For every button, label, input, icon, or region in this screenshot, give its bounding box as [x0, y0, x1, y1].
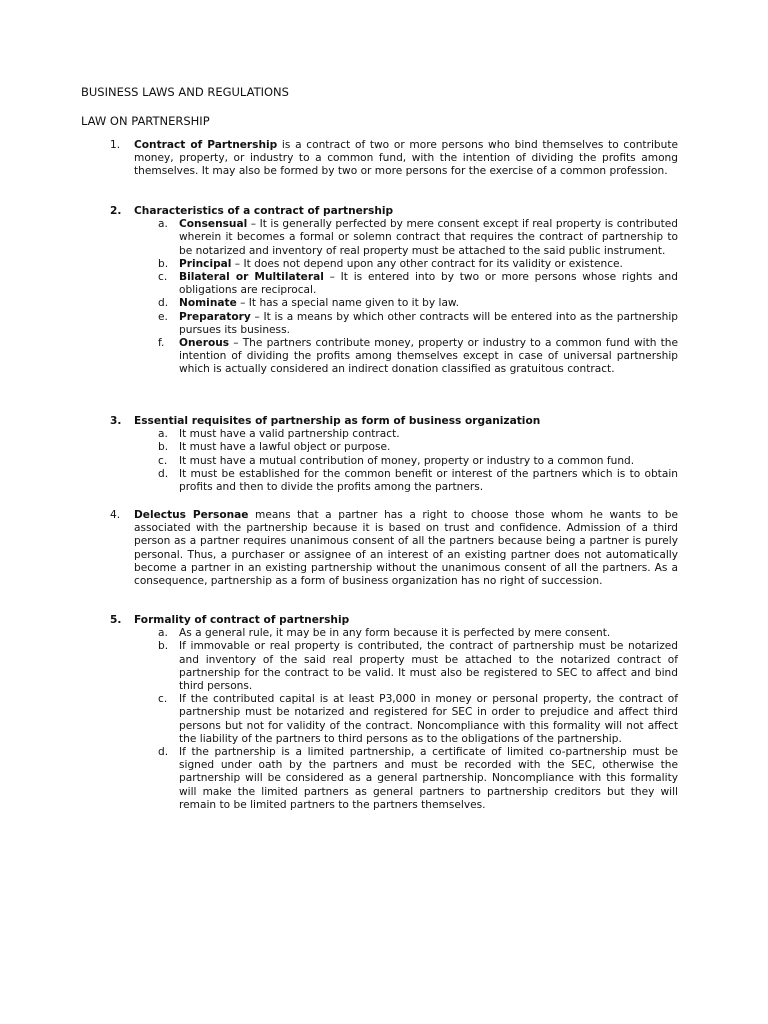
section-formality [110, 614, 678, 812]
list-item-text: It must have a mutual contribution of money, property or industry to a common fund. [179, 454, 635, 467]
list-item [134, 311, 678, 337]
section-number: 1. [110, 139, 121, 151]
item-term: Consensual [179, 218, 248, 231]
list-item [134, 218, 678, 258]
list-letter: c. [158, 271, 168, 284]
section-number: 3. [110, 415, 122, 427]
list-letter: f. [158, 337, 165, 350]
section-heading: Characteristics of a contract of partnership [134, 205, 394, 217]
item-description: – The partners contribute money, property or industry to a common fund with the intention of dividing the profits among themselves except in case of universal partnership which is actually considered an indirect donation classified as gratuitous contract. [179, 337, 678, 376]
item-term: Nominate [179, 297, 237, 310]
section-number: 5. [110, 614, 122, 626]
list-letter: c. [158, 693, 168, 706]
definition-text: means that a partner has a right to choose those whom he wants to be associated with the partnership because it is based on trust and confidence. Admission of a third person as a partner requires unanimous consent of all the partners because being a partner is purely personal. Thus, a purchaser or assignee of an interest of an existing partner does not automatically become a partner in an existing partnership without the unanimous consent of all the partners. As a consequence, partnership as a form of business organization has no right of succession. [134, 509, 678, 588]
list-letter: e. [158, 310, 168, 323]
list-item-text: As a general rule, it may be in any form because it is perfected by mere consent. [179, 627, 611, 640]
item-term: Bilateral or Multilateral [179, 271, 324, 284]
list-item [134, 640, 678, 693]
section-characteristics [110, 205, 678, 377]
list-item-text [179, 297, 678, 310]
section-number: 2. [110, 205, 122, 217]
list-item-text: If the partnership is a limited partnership, a certificate of limited co-partnership must be signed under oath by the partners and must be recorded with the SEC, otherwise the partnership will be considered as a general partnership. Noncompliance with this formality will make the limited partners as general partners to partnership creditors but they will remain to be limited partners to the partners themselves. [179, 746, 678, 811]
list-item-text [179, 271, 678, 297]
list-letter: c. [158, 454, 168, 467]
list-item [134, 468, 678, 494]
item-description: – It has a special name given to it by law. [236, 297, 459, 310]
list-letter: a. [158, 428, 168, 441]
list-item-text: If the contributed capital is at least P3,000 in money or personal property, the contract of partnership must be notarized and registered for SEC in order to prejudice and affect third persons but not for validity of the contract. Noncompliance with this formality will not affect the liability of the partners to third persons as to the obligations of the partnership. [179, 693, 678, 745]
list-item [134, 428, 678, 441]
item-description: – It does not depend upon any other contract for its validity or existence. [231, 257, 623, 270]
definition-text: is a contract of two or more persons who bind themselves to contribute money, property, or industry to a common fund, with the intention of dividing the profits among themselves. It may also be formed by two or more persons for the exercise of a common profession. [134, 139, 678, 178]
list-item-text: If immovable or real property is contributed, the contract of partnership must be notarized and inventory of the said real property must be attached to the notarized contract of partnership for the contract to be valid. It must also be registered to SEC to affect and bind third persons. [179, 640, 678, 693]
section-essential-requisites [110, 415, 678, 494]
list-item [134, 441, 678, 454]
list-item [134, 746, 678, 812]
list-item-text [179, 311, 678, 337]
list-item [134, 627, 678, 640]
list-item-text: It must have a lawful object or purpose. [179, 441, 391, 454]
item-term: Preparatory [179, 310, 251, 323]
list-item [134, 337, 678, 377]
list-item-text [179, 218, 678, 258]
item-term: Onerous [179, 337, 230, 350]
list-letter: d. [158, 746, 169, 759]
item-description: – It is generally perfected by mere consent except if real property is contributed wherein it becomes a formal or solemn contract that requires the contract of partnership to be notarized and inventory of real property must be attached to the said public instrument. [179, 218, 678, 257]
section-heading: Formality of contract of partnership [134, 614, 350, 626]
item-description: – It is entered into by two or more persons whose rights and obligations are reciprocal. [179, 271, 678, 297]
document-subtitle: LAW ON PARTNERSHIP [81, 114, 210, 128]
defined-term: Contract of Partnership [134, 139, 278, 151]
list-letter: d. [158, 467, 169, 480]
item-term: Principal [179, 257, 232, 270]
list-letter: d. [158, 297, 169, 310]
list-item [134, 693, 678, 746]
section-heading: Essential requisites of partnership as form of business organization [134, 415, 541, 427]
section-delectus-personae [110, 509, 678, 588]
section-paragraph [134, 139, 678, 179]
list-letter: a. [158, 627, 168, 640]
section-paragraph [134, 509, 678, 588]
list-letter: b. [158, 640, 169, 653]
list-item [134, 455, 678, 468]
section-number: 4. [110, 509, 121, 521]
list-item-text: It must be established for the common benefit or interest of the partners which is to obtain profits and then to divide the profits among the partners. [179, 467, 678, 494]
defined-term: Delectus Personae [134, 509, 249, 521]
list-item-text [179, 337, 678, 377]
list-letter: b. [158, 441, 169, 454]
list-item [134, 258, 678, 271]
item-description: – It is a means by which other contracts will be entered into as the partnership pursues its business. [179, 310, 678, 336]
list-item [134, 271, 678, 297]
list-item [134, 297, 678, 310]
list-item-text: It must have a valid partnership contract. [179, 428, 400, 441]
list-letter: a. [158, 218, 168, 231]
document-title: BUSINESS LAWS AND REGULATIONS [81, 85, 289, 99]
list-letter: b. [158, 257, 169, 270]
list-item-text [179, 258, 678, 271]
section-contract-of-partnership [110, 139, 678, 179]
